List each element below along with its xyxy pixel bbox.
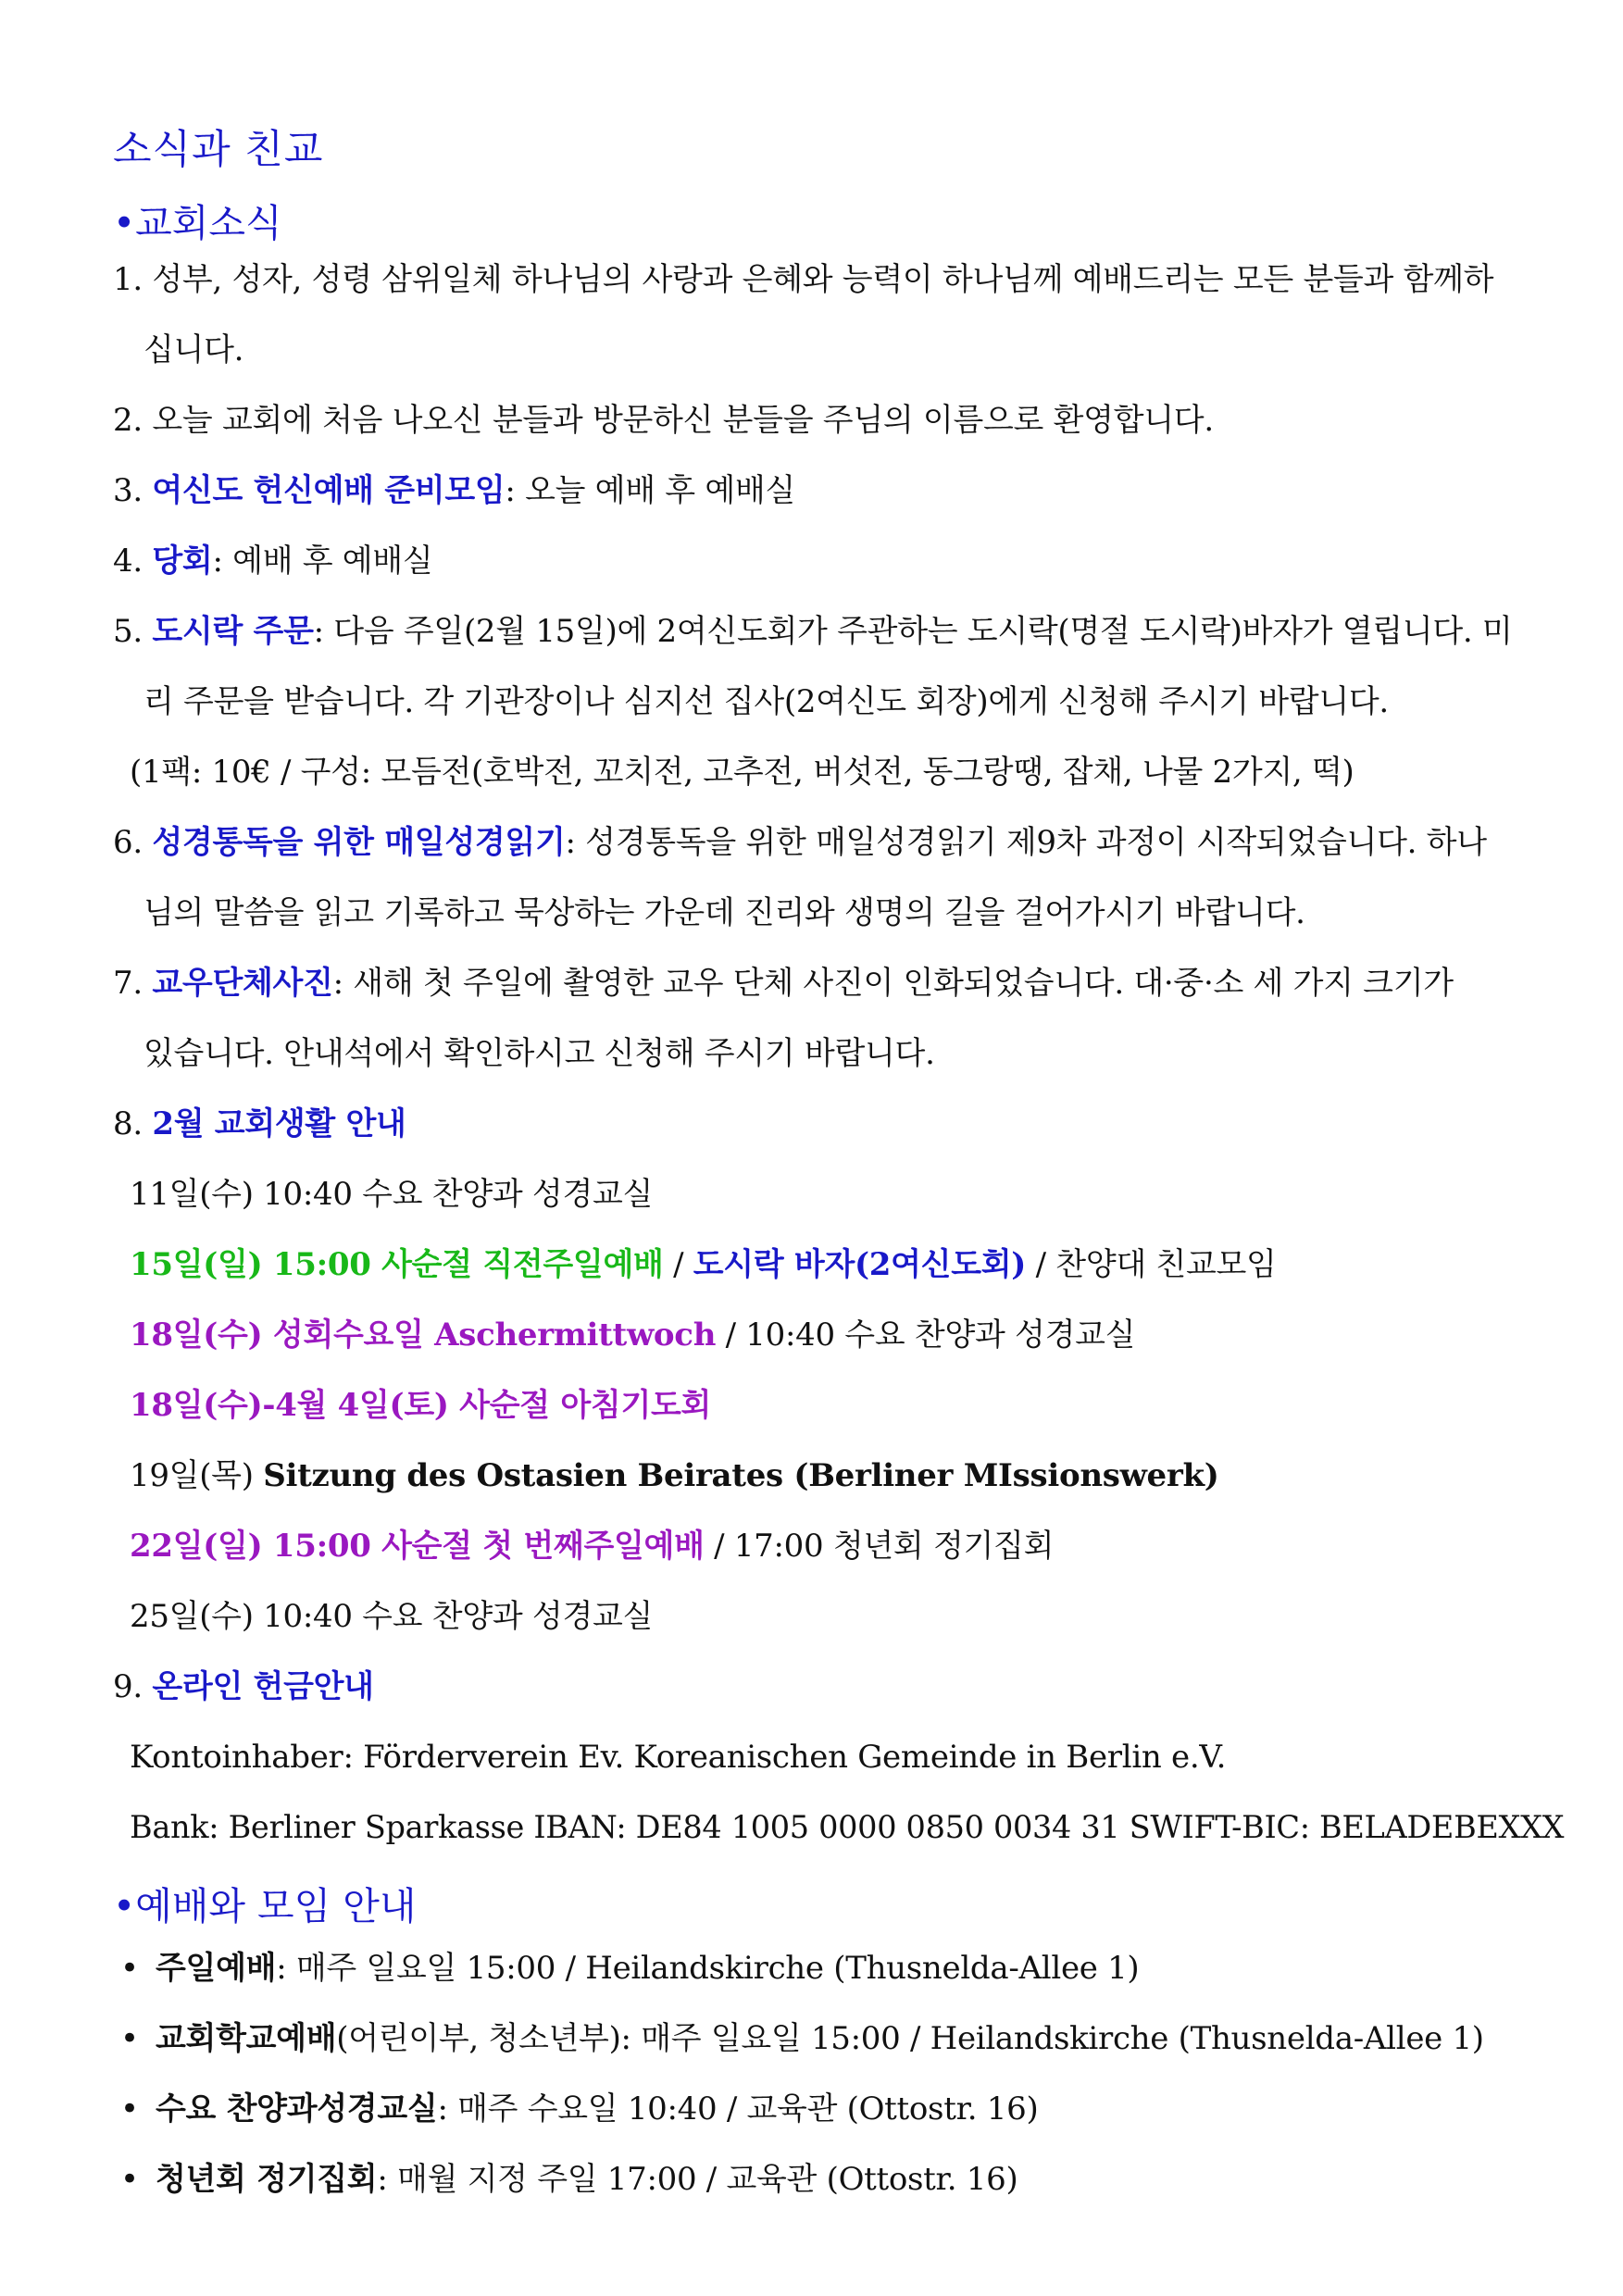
news-item-6-cont: 님의 말씀을 읽고 기록하고 묵상하는 가운데 진리와 생명의 길을 걸어가시기 바랍니다.	[144, 894, 1305, 931]
news-item-7	[113, 965, 1454, 1002]
bullet-icon: •	[120, 2090, 139, 2128]
item-heading: 온라인 헌금안내	[152, 1668, 374, 1705]
news-item-5	[113, 613, 1512, 650]
bullet-icon: •	[120, 1950, 139, 1987]
news-item-1-cont: 십니다.	[144, 331, 244, 368]
worship-text: : 매주 수요일 10:40 / 교육관 (Ottostr. 16)	[437, 2090, 1039, 2128]
news-item-8	[113, 1105, 406, 1142]
item-number: 8.	[113, 1105, 153, 1142]
section-worship-meetings: •예배와 모임 안내	[113, 1884, 417, 1928]
schedule-highlight: 22일(일) 15:00 사순절 첫 번째주일예배	[130, 1528, 705, 1565]
schedule-text: / 17:00 청년회 정기집회	[704, 1528, 1055, 1565]
schedule-line-4: 18일(수)-4월 4일(토) 사순절 아침기도회	[130, 1387, 712, 1424]
item-number: 4.	[113, 543, 153, 580]
item-text: : 예배 후 예배실	[212, 543, 433, 580]
item-number: 3.	[113, 472, 153, 509]
item-text: : 다음 주일(2월 15일)에 2여신도회가 주관하는 도시락(명절 도시락)바자가 열립니다. 미	[313, 613, 1513, 650]
schedule-line-6	[130, 1528, 1054, 1565]
bank-account-details: Bank: Berliner Sparkasse IBAN: DE84 1005 0000 0850 0034 31 SWIFT-BIC: BELADEBEXXX	[130, 1809, 1565, 1845]
worship-heading: 청년회 정기집회	[156, 2161, 378, 2198]
bank-account-holder: Kontoinhaber: Förderverein Ev. Koreanischen Gemeinde in Berlin e.V.	[130, 1739, 1227, 1776]
news-item-2: 2. 오늘 교회에 처음 나오신 분들과 방문하신 분들을 주님의 이름으로 환영합니다.	[113, 402, 1214, 439]
section-church-news: •교회소식	[113, 201, 282, 245]
worship-item-school	[120, 2020, 1484, 2057]
schedule-line-5	[130, 1457, 1219, 1494]
worship-text: (어린이부, 청소년부): 매주 일요일 15:00 / Heilandskirche (Thusnelda-Allee 1)	[336, 2020, 1484, 2057]
schedule-text: / 찬양대 친교모임	[1026, 1246, 1277, 1283]
news-item-7-cont: 있습니다. 안내석에서 확인하시고 신청해 주시기 바랍니다.	[144, 1035, 935, 1072]
news-item-3	[113, 472, 795, 509]
worship-text: : 매주 일요일 15:00 / Heilandskirche (Thusnelda-Allee 1)	[276, 1950, 1140, 1987]
item-heading: 성경통독을 위한 매일성경읽기	[152, 824, 566, 861]
schedule-text: 19일(목)	[130, 1457, 264, 1494]
worship-item-youth	[120, 2161, 1017, 2198]
bullet-icon: •	[120, 2161, 139, 2198]
schedule-line-2	[130, 1246, 1277, 1283]
schedule-highlight: 18일(수) 성회수요일 Aschermittwoch	[130, 1316, 717, 1354]
item-text: : 성경통독을 위한 매일성경읽기 제9차 과정이 시작되었습니다. 하나	[565, 824, 1487, 861]
worship-text: : 매월 지정 주일 17:00 / 교육관 (Ottostr. 16)	[377, 2161, 1018, 2198]
schedule-line-3	[130, 1316, 1135, 1354]
schedule-highlight: Sitzung des Ostasien Beirates (Berliner MIssionswerk)	[263, 1457, 1219, 1494]
item-heading: 당회	[152, 543, 213, 580]
schedule-highlight: 도시락 바자(2여신도회)	[693, 1246, 1027, 1283]
schedule-line-7: 25일(수) 10:40 수요 찬양과 성경교실	[130, 1598, 654, 1635]
worship-heading: 주일예배	[156, 1950, 277, 1987]
schedule-highlight: 15일(일) 15:00 사순절 직전주일예배	[130, 1246, 664, 1283]
schedule-separator: /	[663, 1246, 693, 1283]
item-number: 9.	[113, 1668, 153, 1705]
news-item-5-cont: 리 주문을 받습니다. 각 기관장이나 심지선 집사(2여신도 회장)에게 신청해 주시기 바랍니다.	[144, 683, 1389, 720]
bullet-icon: •	[120, 2020, 139, 2057]
item-text: : 오늘 예배 후 예배실	[505, 472, 795, 509]
item-text: : 새해 첫 주일에 촬영한 교우 단체 사진이 인화되었습니다. 대·중·소 세 가지 크기가	[332, 965, 1454, 1002]
item-number: 7.	[113, 965, 153, 1002]
worship-item-wednesday	[120, 2090, 1038, 2128]
item-heading: 여신도 헌신예배 준비모임	[152, 472, 506, 509]
news-item-4	[113, 543, 432, 580]
schedule-text: / 10:40 수요 찬양과 성경교실	[716, 1316, 1136, 1354]
item-heading: 교우단체사진	[152, 965, 333, 1002]
item-heading: 도시락 주문	[152, 613, 314, 650]
news-item-1: 1. 성부, 성자, 성령 삼위일체 하나님의 사랑과 은혜와 능력이 하나님께 예배드리는 모든 분들과 함께하	[113, 261, 1494, 298]
page-title: 소식과 친교	[113, 127, 324, 173]
schedule-line-1: 11일(수) 10:40 수요 찬양과 성경교실	[130, 1176, 654, 1213]
news-item-6	[113, 824, 1487, 861]
item-number: 6.	[113, 824, 153, 861]
worship-heading: 수요 찬양과성경교실	[156, 2090, 438, 2128]
item-number: 5.	[113, 613, 153, 650]
news-item-5-detail: (1팩: 10€ / 구성: 모듬전(호박전, 꼬치전, 고추전, 버섯전, 동그랑땡, 잡채, 나물 2가지, 떡)	[130, 754, 1355, 791]
worship-item-sunday	[120, 1950, 1139, 1987]
worship-heading: 교회학교예배	[156, 2020, 337, 2057]
item-heading: 2월 교회생활 안내	[152, 1105, 406, 1142]
news-item-9	[113, 1668, 374, 1705]
